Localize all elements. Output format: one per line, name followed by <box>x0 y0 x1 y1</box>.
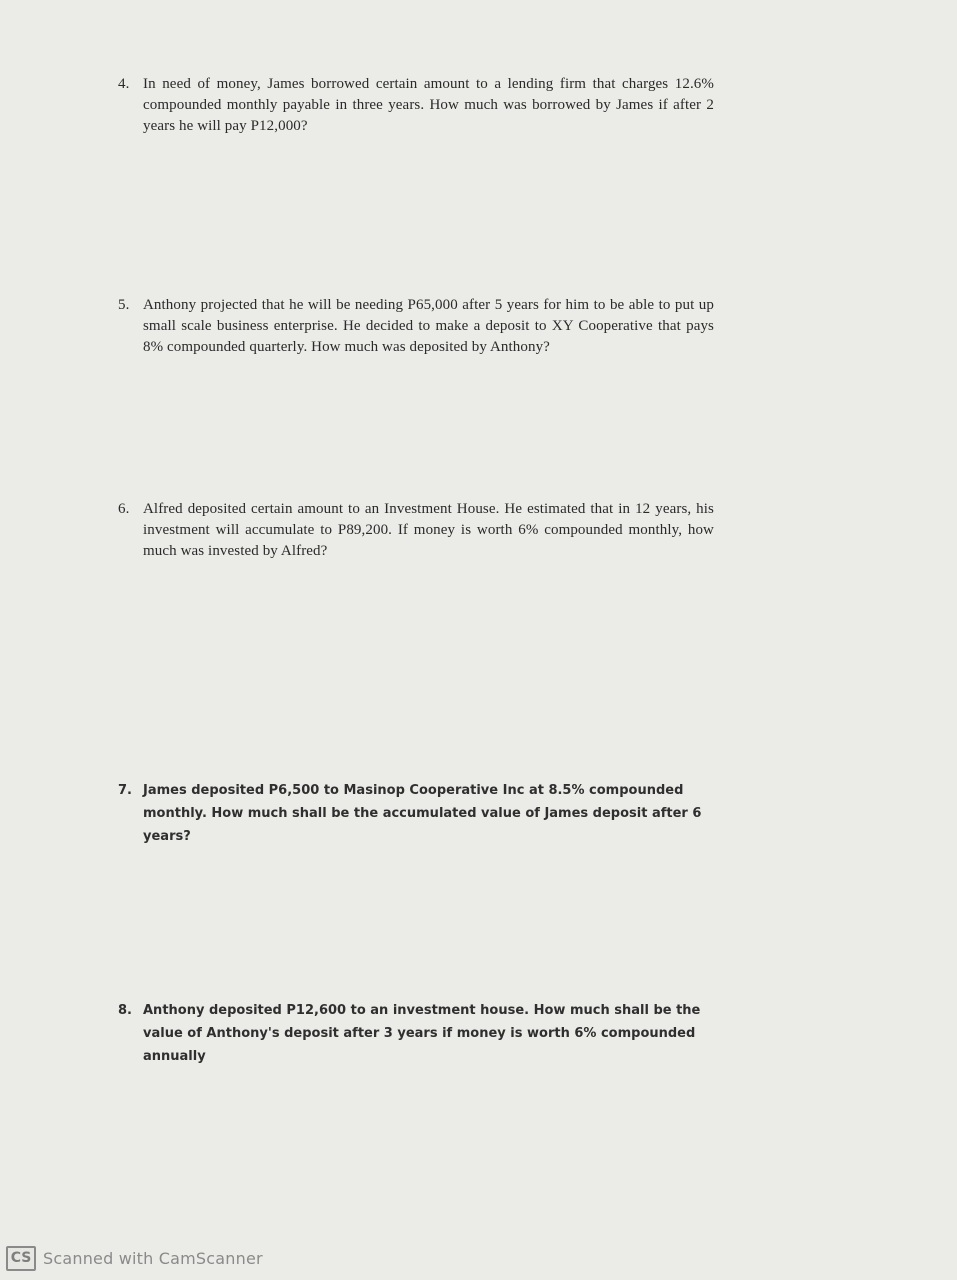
problem-number: 7. <box>118 783 132 798</box>
problem-number: 6. <box>118 501 130 517</box>
problem-number: 4. <box>118 76 130 92</box>
watermark-text: Scanned with CamScanner <box>43 1248 263 1268</box>
problem-text: Anthony deposited P12,600 to an investment house. How much shall be the value of Anthony's deposit after 3 years if money is worth 6% compounded annually <box>143 1003 701 1064</box>
camscanner-logo-icon: CS <box>6 1246 36 1271</box>
problem-number: 5. <box>118 297 130 313</box>
problem-number: 8. <box>118 1003 132 1018</box>
problem-text: In need of money, James borrowed certain amount to a lending firm that charges 12.6% compounded monthly payable in three years. How much was borrowed by James if after 2 years he will pay P12,000? <box>143 76 714 134</box>
problem-text: James deposited P6,500 to Masinop Cooperative Inc at 8.5% compounded monthly. How much shall be the accumulated value of James deposit after 6 years? <box>143 783 702 844</box>
camscanner-watermark <box>6 1243 263 1273</box>
problem-text: Anthony projected that he will be needing P65,000 after 5 years for him to be able to put up small scale business enterprise. He decided to make a deposit to XY Cooperative that pays 8% compounded quarterly. How much was deposited by Anthony? <box>143 297 714 355</box>
problem-text: Alfred deposited certain amount to an Investment House. He estimated that in 12 years, his investment will accumulate to P89,200. If money is worth 6% compounded monthly, how much was invested by Alfred? <box>143 501 714 559</box>
